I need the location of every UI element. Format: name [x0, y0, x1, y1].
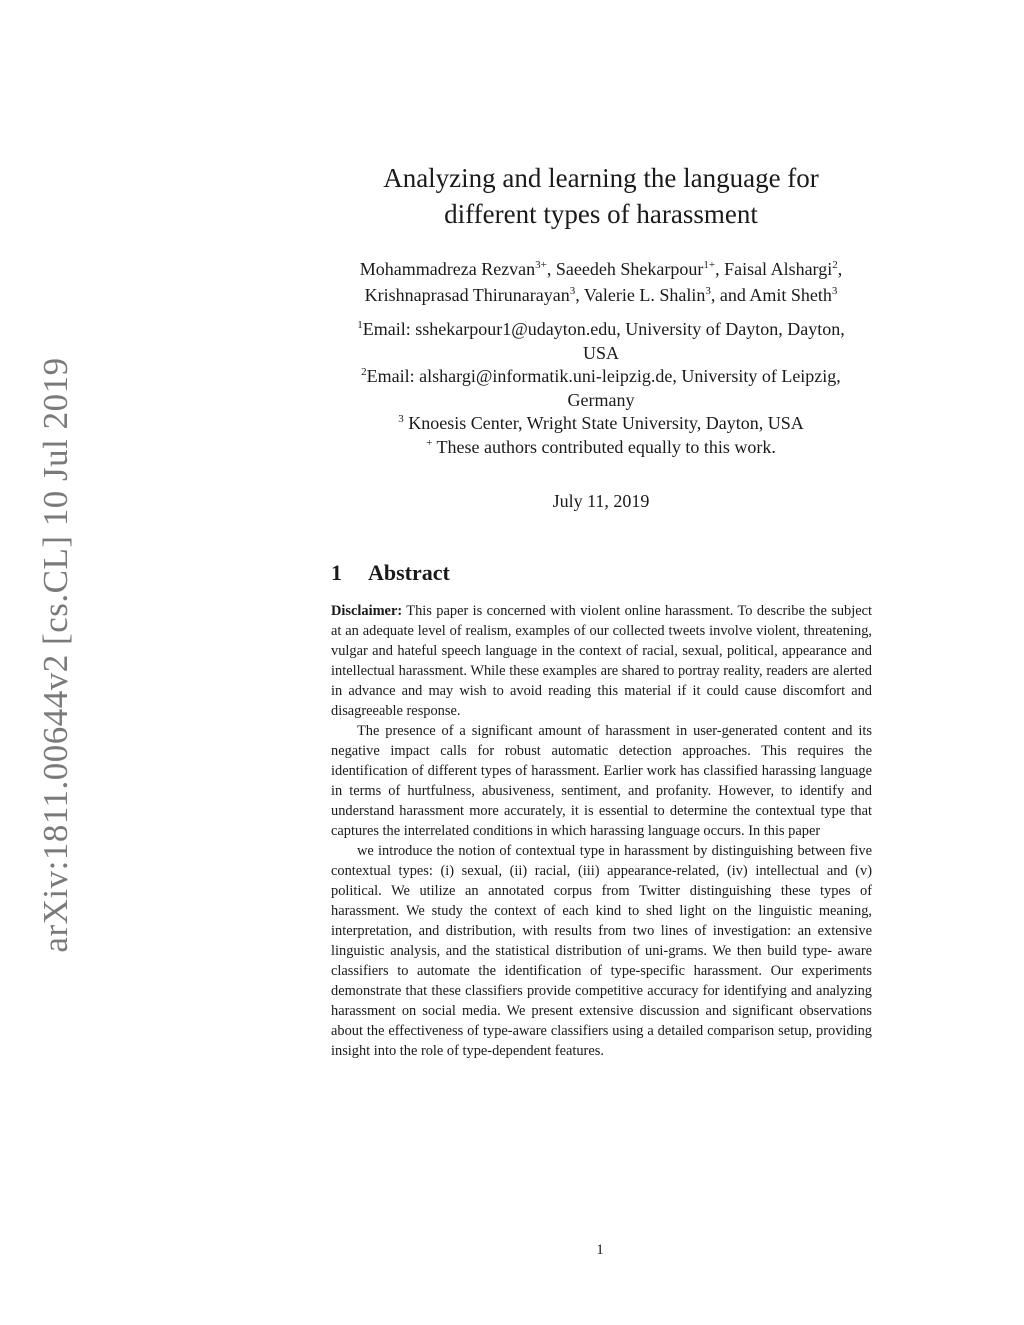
author-line-2: Krishnaprasad Thirunarayan$^3$, Valerie L. Shalin$^3$, and Amit Sheth$^3$	[364, 285, 838, 305]
publication-date: July 11, 2019	[552, 491, 650, 511]
affil-mark: +	[426, 436, 433, 449]
affiliation-1	[280, 318, 922, 342]
page-number: 1	[596, 1242, 604, 1258]
affil-mark: 1	[357, 319, 363, 331]
author-affil-mark: 2	[832, 259, 838, 271]
arxiv-identifier: arXiv:1811.00644v2 [cs.CL] 10 Jul 2019	[36, 357, 75, 953]
title-line-2: different types of harassment	[444, 199, 758, 229]
author-affil-mark: 3+	[535, 259, 547, 271]
paper-title	[280, 160, 922, 232]
author-name: Valerie L. Shalin	[583, 285, 706, 305]
abstract-paragraph: The presence of a significant amount of harassment in user-generated content and its negative impact calls for robust automatic detection approaches. This requires the identification of different types of harassment. Earlier work has classified harassing language in terms of hurtfulness, abusiveness, sentiment, and profanity. However, to identify and understand harassment more accurately, it is essential to determine the contextual type that captures the interrelated conditions in which harassing language occurs. In this paper	[331, 723, 872, 839]
section-title: Abstract	[368, 560, 450, 585]
author-name: Faisal Alshargi	[724, 259, 833, 279]
author-list	[280, 256, 922, 308]
affil-text: These authors contributed equally to this work.	[436, 436, 776, 457]
affiliations	[280, 318, 922, 459]
author-line-1: Mohammadreza Rezvan$^{3+}$, Saeedeh Shekarpour$^{1+}$, Faisal Alshargi$^2$,	[359, 259, 843, 279]
affil-text: Email: sshekarpour1@udayton.edu, University of Dayton, Dayton,	[362, 319, 845, 339]
author-affil-mark: 3	[569, 285, 576, 297]
author-affil-mark: 3	[831, 285, 838, 297]
affiliation-1-cont: USA	[582, 342, 619, 363]
equal-contribution-note	[280, 436, 922, 460]
title-line-1: Analyzing and learning the language for	[383, 163, 819, 193]
abstract-body	[331, 601, 872, 1061]
affiliation-2-cont: Germany	[567, 389, 635, 410]
disclaimer-text: This paper is concerned with violent online harassment. To describe the subject at an adequate level of realism, examples of our collected tweets involve violent, threatening, vulgar and hateful speech language in the context of racial, sexual, political, appearance and intellectual harassment. While these examples are shared to portray reality, readers are alerted in advance and may wish to avoid reading this material if it could cause discomfort and disagreeable response.	[331, 603, 873, 719]
section-heading	[331, 559, 450, 587]
affil-mark: 2	[361, 366, 367, 378]
affiliation-3	[280, 412, 922, 436]
disclaimer-paragraph	[331, 601, 872, 721]
affiliation-2	[280, 365, 922, 389]
affil-mark: 3	[398, 413, 404, 425]
affil-text: Knoesis Center, Wright State University, Dayton, USA	[408, 413, 804, 433]
section-number: 1	[331, 560, 342, 585]
author-name: Amit Sheth	[749, 285, 832, 305]
disclaimer-label: Disclaimer:	[331, 603, 403, 619]
author-affil-mark: 3	[705, 285, 711, 297]
author-name: Saeedeh Shekarpour	[555, 259, 704, 279]
abstract-paragraph: we introduce the notion of contextual type in harassment by distinguishing between five contextual types: (i) sexual, (ii) racial, (iii) appearance-related, (iv) intellectual and (v) political. We utilize an annotated corpus from Twitter distinguishing these types of harassment. We study the context of each kind to shed light on the linguistic meaning, interpretation, and distribution, with results from two lines of investigation: an extensive linguistic analysis, and the statistical distribution of uni-grams. We then build type- aware classifiers to automate the identification of type-specific harassment. Our experiments demonstrate that these classifiers provide competitive accuracy for identifying and analyzing harassment on social media. We present extensive discussion and significant observations about the effectiveness of type-aware classifiers using a detailed comparison setup, providing insight into the role of type-dependent features.	[331, 843, 872, 1059]
author-name: Mohammadreza Rezvan	[359, 259, 536, 279]
affil-text: Email: alshargi@informatik.uni-leipzig.de, University of Leipzig,	[366, 366, 841, 386]
author-name: Krishnaprasad Thirunarayan	[364, 285, 570, 305]
author-affil-mark: 1+	[703, 259, 716, 271]
